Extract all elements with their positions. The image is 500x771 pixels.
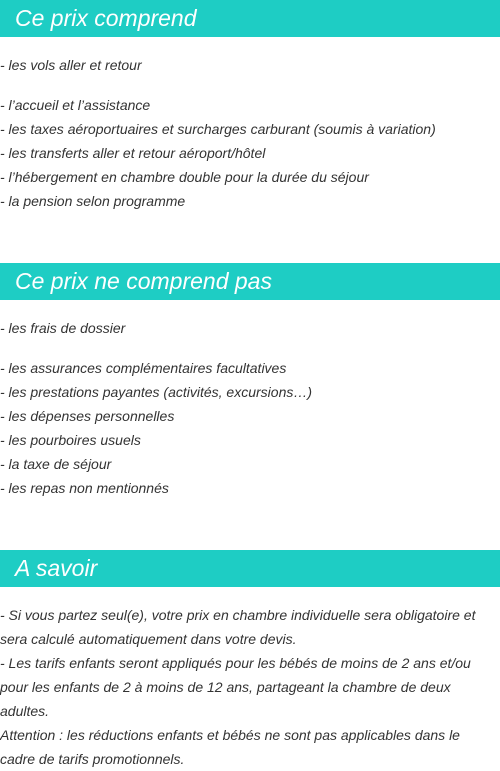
list-item: - les pourboires usuels <box>0 432 141 448</box>
section-title: A savoir <box>0 550 500 587</box>
list-item: - les frais de dossier <box>0 320 126 336</box>
list-item: - les repas non mentionnés <box>0 480 169 496</box>
list-item: - les taxes aéroportuaires et surcharges carburant (soumis à variation) <box>0 121 436 137</box>
info-paragraph: Attention : les réductions enfants et bébés ne sont pas applicables dans le cadre de tarifs promotionnels. <box>0 727 460 767</box>
section-title: Ce prix comprend <box>0 0 500 37</box>
info-text <box>0 603 500 771</box>
price-includes-section <box>0 0 500 213</box>
price-excludes-section <box>0 263 500 500</box>
list-item: - les vols aller et retour <box>0 57 142 73</box>
list-item: - l’accueil et l’assistance <box>0 97 151 113</box>
info-paragraph: - Si vous partez seul(e), votre prix en chambre individuelle sera obligatoire et sera calculé automatiquement dans votre devis. <box>0 607 476 647</box>
info-paragraph: - Les tarifs enfants seront appliqués pour les bébés de moins de 2 ans et/ou pour les enfants de 2 à moins de 12 ans, partageant la chambre de deux adultes. <box>0 655 471 719</box>
list-item: - les prestations payantes (activités, excursions…) <box>0 384 313 400</box>
list-item: - la taxe de séjour <box>0 456 112 472</box>
list-item: - l’hébergement en chambre double pour la durée du séjour <box>0 169 369 185</box>
list-item: - les transferts aller et retour aéroport/hôtel <box>0 145 266 161</box>
list-item: - la pension selon programme <box>0 193 186 209</box>
included-list <box>0 93 500 213</box>
list-item: - les assurances complémentaires facultatives <box>0 360 287 376</box>
to-know-section <box>0 550 500 771</box>
list-item: - les dépenses personnelles <box>0 408 175 424</box>
excluded-list <box>0 356 500 500</box>
section-title: Ce prix ne comprend pas <box>0 263 500 300</box>
